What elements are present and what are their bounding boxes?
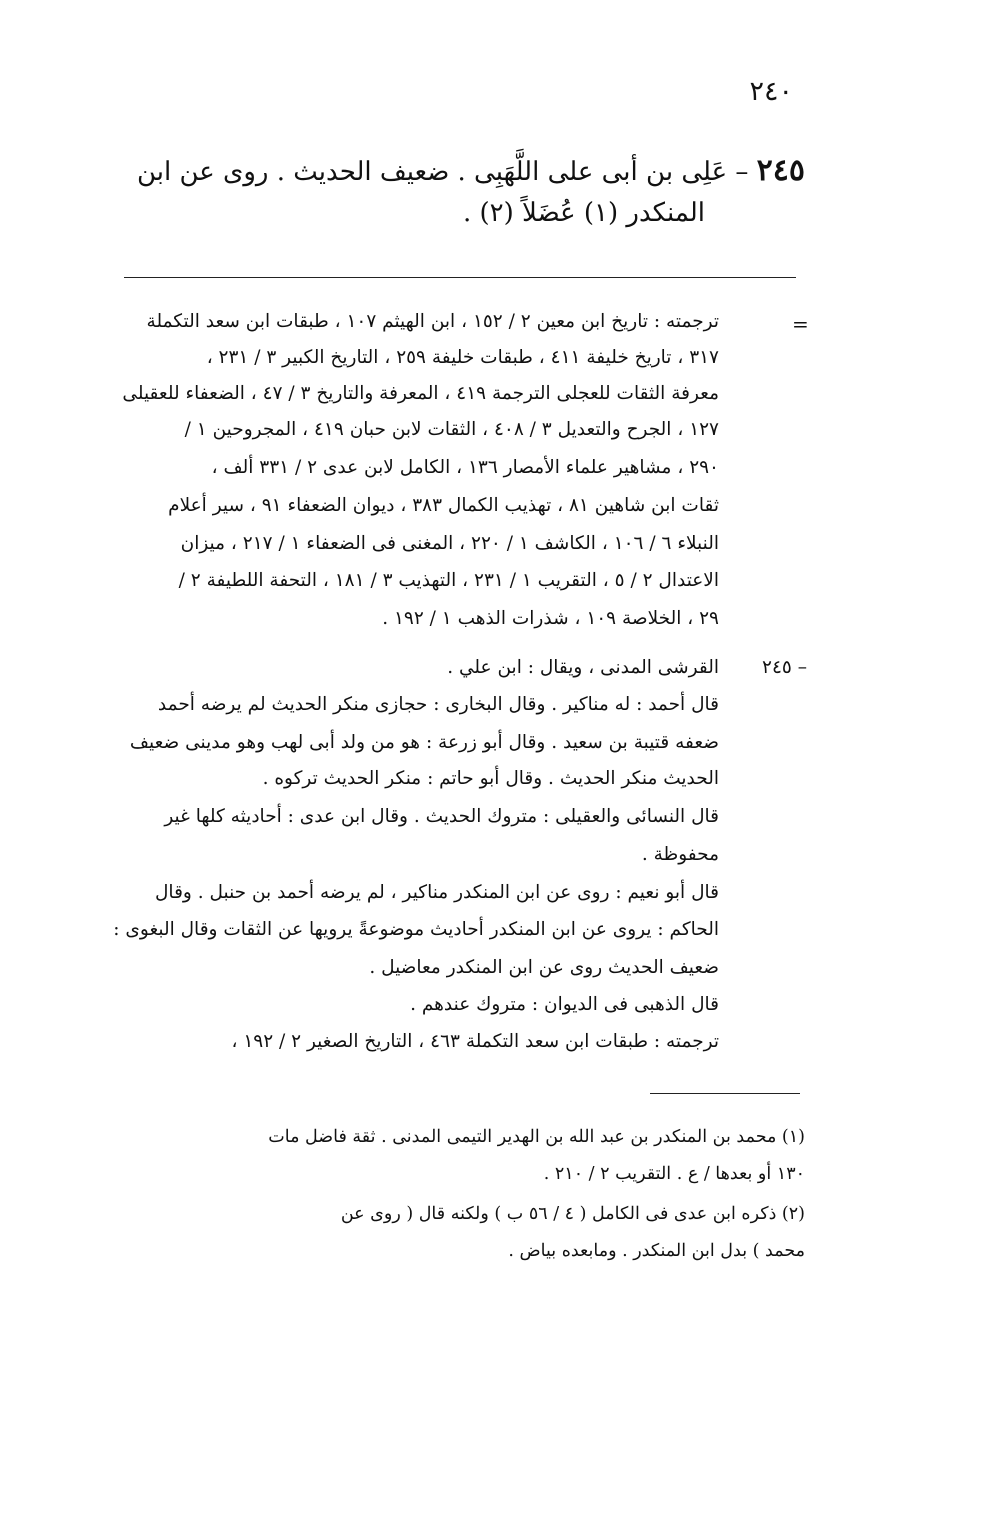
entry-text-1: – عَلِى بن أبى على اللَّهَبِى . ضعيف الحديث . روى عن ابن [136, 157, 757, 187]
footnote-line-3: (٢) ذكره ابن عدى فى الكامل ( ٤ / ٥٦ ب ) ولكنه قال ( روى عن [340, 1204, 805, 1224]
commentary-entry-line-10: قال الذهبى فى الديوان : متروك عندهم . [410, 994, 719, 1015]
commentary-entry-line-7: قال أبو نعيم : روى عن ابن المنكدر مناكير ، لم يرضه أحمد بن حنبل . وقال [154, 882, 719, 903]
commentary-entry-line-2: قال أحمد : له مناكير . وقال البخارى : حجازى منكر الحديث لم يرضه أحمد [157, 694, 719, 715]
commentary-line-4: ١٢٧ ، الجرح والتعديل ٣ / ٤٠٨ ، الثقات لابن حبان ٤١٩ ، المجروحين ١ / [184, 419, 719, 440]
commentary-entry-line-3: ضعفه قتيبة بن سعيد . وقال أبو زرعة : هو من ولد أبى لهب وهو مدينى ضعيف [129, 732, 719, 753]
commentary-entry-marker: ٢٤٥ – [762, 657, 807, 678]
commentary-line-7: النبلاء ٦ / ١٠٦ ، الكاشف ١ / ٢٢٠ ، المغنى فى الضعفاء ١ / ٢١٧ ، ميزان [180, 533, 719, 554]
commentary-entry-line-1: القرشى المدنى ، ويقال : ابن علي . [447, 657, 719, 678]
footnote-line-4: محمد ) بدل ابن المنكدر . ومابعده بياض . [508, 1241, 805, 1261]
footnote-divider [650, 1093, 800, 1094]
commentary-entry-line-9: ضعيف الحديث روى عن ابن المنكدر معاضيل . [369, 957, 719, 978]
continuation-marker: = [792, 312, 809, 336]
commentary-line-3: معرفة الثقات للعجلى الترجمة ٤١٩ ، المعرفة والتاريخ ٣ / ٤٧ ، الضعفاء للعقيلى [122, 383, 719, 404]
main-text-divider [124, 277, 796, 278]
commentary-line-8: الاعتدال ٢ / ٥ ، التقريب ١ / ٢٣١ ، التهذيب ٣ / ١٨١ ، التحفة اللطيفة ٢ / [178, 570, 719, 591]
commentary-line-2: ٣١٧ ، تاريخ خليفة ٤١١ ، طبقات خليفة ٢٥٩ ، التاريخ الكبير ٣ / ٢٣١ ، [206, 347, 719, 368]
footnote-line-2: ١٣٠ أو بعدها / ع . التقريب ٢ / ٢١٠ . [543, 1164, 805, 1184]
entry-number: ٢٤٥ [756, 153, 805, 188]
commentary-line-9: ٢٩ ، الخلاصة ١٠٩ ، شذرات الذهب ١ / ١٩٢ . [382, 608, 719, 629]
commentary-entry-line-8: الحاكم : يروى عن ابن المنكدر أحاديث موضوعةً يرويها عن الثقات وقال البغوى : [113, 919, 719, 940]
commentary-entry-line-5: قال النسائى والعقيلى : متروك الحديث . وقال ابن عدى : أحاديثه كلها غير [164, 806, 719, 827]
commentary-line-5: ٢٩٠ ، مشاهير علماء الأمصار ١٣٦ ، الكامل لابن عدى ٢ / ٣٣١ ألف ، [211, 457, 719, 478]
entry-line-2: المنكدر (١) عُضَلاً (٢) . [462, 198, 705, 228]
commentary-entry-line-11: ترجمته : طبقات ابن سعد التكملة ٤٦٣ ، التاريخ الصغير ٢ / ١٩٢ ، [231, 1031, 719, 1052]
page-number: ٢٤٠ [749, 76, 793, 107]
commentary-entry-line-4: الحديث منكر الحديث . وقال أبو حاتم : منكر الحديث تركوه . [262, 768, 719, 789]
commentary-line-6: ثقات ابن شاهين ٨١ ، تهذيب الكمال ٣٨٣ ، ديوان الضعفاء ٩١ ، سير أعلام [168, 495, 719, 516]
entry-line-1 [136, 153, 805, 188]
commentary-entry-line-6: محفوظة . [641, 844, 719, 865]
footnote-line-1: (١) محمد بن المنكدر بن عبد الله بن الهدير التيمى المدنى . ثقة فاضل مات [268, 1127, 805, 1147]
commentary-line-1: ترجمته : تاريخ ابن معين ٢ / ١٥٢ ، ابن الهيثم ١٠٧ ، طبقات ابن سعد التكملة [146, 311, 719, 332]
